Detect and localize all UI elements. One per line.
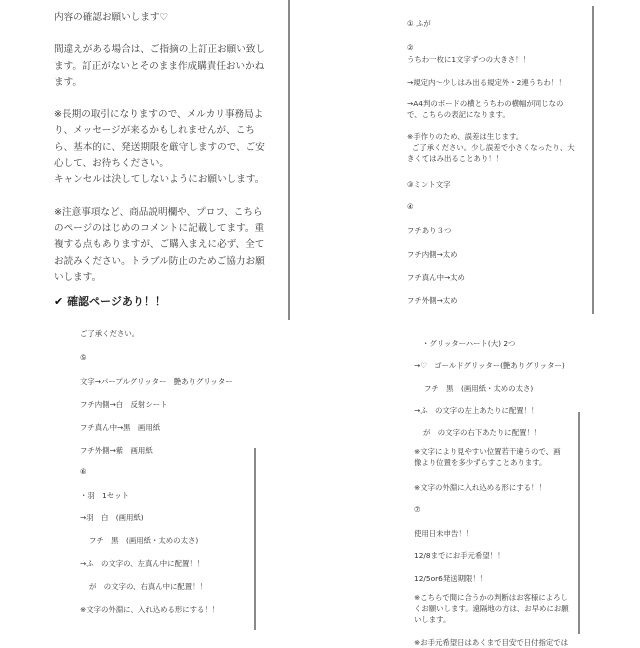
list-item: フチ内側→白 反射シート bbox=[80, 400, 168, 409]
list-item: が の文字の、右真ん中に配置！！ bbox=[89, 582, 207, 591]
text-line: ※注意事項など、商品説明欄や、プロフ、こちら bbox=[54, 206, 263, 218]
list-item: ※こちらで間に合うかの判断はお客様によろしくお願いします。遠隔地の方は、お早めにお願いします。 bbox=[414, 593, 569, 624]
text-line: ら、基本的に、発送期限を厳守しますので、ご安 bbox=[54, 141, 265, 153]
list-item: フチあり３つ bbox=[407, 226, 452, 235]
section-1-label: ① ふが bbox=[407, 19, 431, 28]
list-item: フチ真ん中→黒 画用紙 bbox=[80, 423, 161, 432]
list-item: ※お手元希望日はあくまで目安で日付指定では bbox=[414, 638, 569, 647]
list-item: →ふ の文字の、左真ん中に配置！！ bbox=[80, 559, 205, 568]
list-item: 12/5or6発送期限！！ bbox=[414, 574, 488, 583]
confirm-label: 確認ページあり！！ bbox=[67, 295, 166, 309]
list-item: ・羽 1セット bbox=[80, 491, 130, 500]
text-line: 心して、お待ちください。 bbox=[54, 158, 169, 170]
scroll-indicator bbox=[592, 6, 594, 314]
list-item: フチ外側→紫 画用紙 bbox=[80, 446, 153, 455]
list-item: →♡ ゴールドグリッター(艶ありグリッター) bbox=[414, 361, 565, 370]
list-item: →ふ の文字の左上あたりに配置！！ bbox=[414, 406, 539, 415]
text-line: キャンセルは決してしないようにお願いします。 bbox=[54, 174, 265, 186]
intro-text bbox=[54, 10, 280, 310]
list-item: ※文字により見やすい位置若干違うので、画像より位置を多少ずらすことあります。 bbox=[414, 447, 561, 467]
list-item: ※手作りのため、誤差は生じます。 bbox=[407, 132, 524, 141]
list-item: 文字→パープルグリッター 艶ありグリッター bbox=[80, 377, 233, 386]
text-line: 間違えがある場合は、ご指摘の上訂正お願い致し bbox=[54, 44, 266, 56]
text-line: のページのはじめのコメントに記載してます。重 bbox=[54, 222, 265, 234]
section-7-label: ⑦ bbox=[414, 505, 421, 514]
text-line: ※長期の取引になりますので、メルカリ事務局よ bbox=[54, 109, 264, 121]
text-line: ます。訂正がないとそのまま作成購責任おいかね bbox=[54, 60, 265, 72]
list-item: →羽 白 (画用紙) bbox=[80, 513, 144, 522]
list-item: ・グリッターハート(大) 2つ bbox=[422, 339, 516, 348]
list-item: ※文字の外淵に、入れ込める形にする！！ bbox=[80, 605, 220, 614]
order-details-panel-2 bbox=[0, 320, 320, 640]
text-line: いします。 bbox=[54, 271, 102, 283]
list-item: ご了承ください。少し誤差で小さくなったり、大きくてはみ出ることあり！！ bbox=[407, 143, 575, 163]
text-line: り、メッセージが来るかもしれませんが、こち bbox=[54, 125, 255, 137]
section-4-label: ④ bbox=[407, 202, 414, 211]
checkmark-icon: ✔ bbox=[54, 295, 64, 309]
order-details-panel-1 bbox=[320, 0, 640, 320]
list-item: フチ内側→太め bbox=[407, 250, 458, 259]
list-item: 使用日未申告！！ bbox=[414, 529, 474, 538]
text-line: ます。 bbox=[54, 76, 83, 88]
list-item: が の文字の右下あたりに配置！！ bbox=[423, 428, 542, 437]
text-line: お読みください。トラブル防止のためご協力お願 bbox=[54, 255, 265, 267]
scroll-indicator bbox=[254, 448, 256, 630]
list-item: ※文字の外淵に入れ込める形にする！！ bbox=[414, 483, 546, 492]
confirm-page-note bbox=[54, 294, 280, 310]
list-item: →規定内〜少しはみ出る規定外・2連うちわ！！ bbox=[407, 78, 566, 87]
intro-panel bbox=[0, 0, 320, 320]
list-item: フチ 黒 (画用紙・太めの太さ) bbox=[424, 384, 534, 393]
list-item: ご了承ください。 bbox=[80, 329, 140, 338]
intro-title: 内容の確認お願いします♡ bbox=[54, 12, 169, 23]
list-item: 12/8までにお手元希望！！ bbox=[414, 551, 505, 560]
list-item: フチ真ん中→太め bbox=[407, 273, 465, 282]
section-3-label: ③ミント文字 bbox=[407, 180, 451, 189]
order-details-panel-3 bbox=[320, 320, 640, 647]
list-item: フチ 黒 (画用紙・太めの太さ) bbox=[89, 536, 199, 545]
section-5-label: ⑤ bbox=[80, 353, 87, 362]
list-item: うちわ一枚に1文字ずつの大きさ！！ bbox=[407, 55, 530, 64]
scroll-indicator bbox=[578, 412, 580, 634]
text-line: 複する点もありますが、ご購入まえに必ず、全て bbox=[54, 239, 265, 251]
section-2-label: ② bbox=[407, 43, 414, 52]
section-6-label: ⑥ bbox=[80, 467, 87, 476]
list-item: フチ外側→太め bbox=[407, 296, 458, 305]
scroll-indicator bbox=[288, 0, 290, 320]
list-item: →A4判のボードの横とうちわの横幅が同じなので、こちらの表記になります。 bbox=[407, 99, 564, 119]
